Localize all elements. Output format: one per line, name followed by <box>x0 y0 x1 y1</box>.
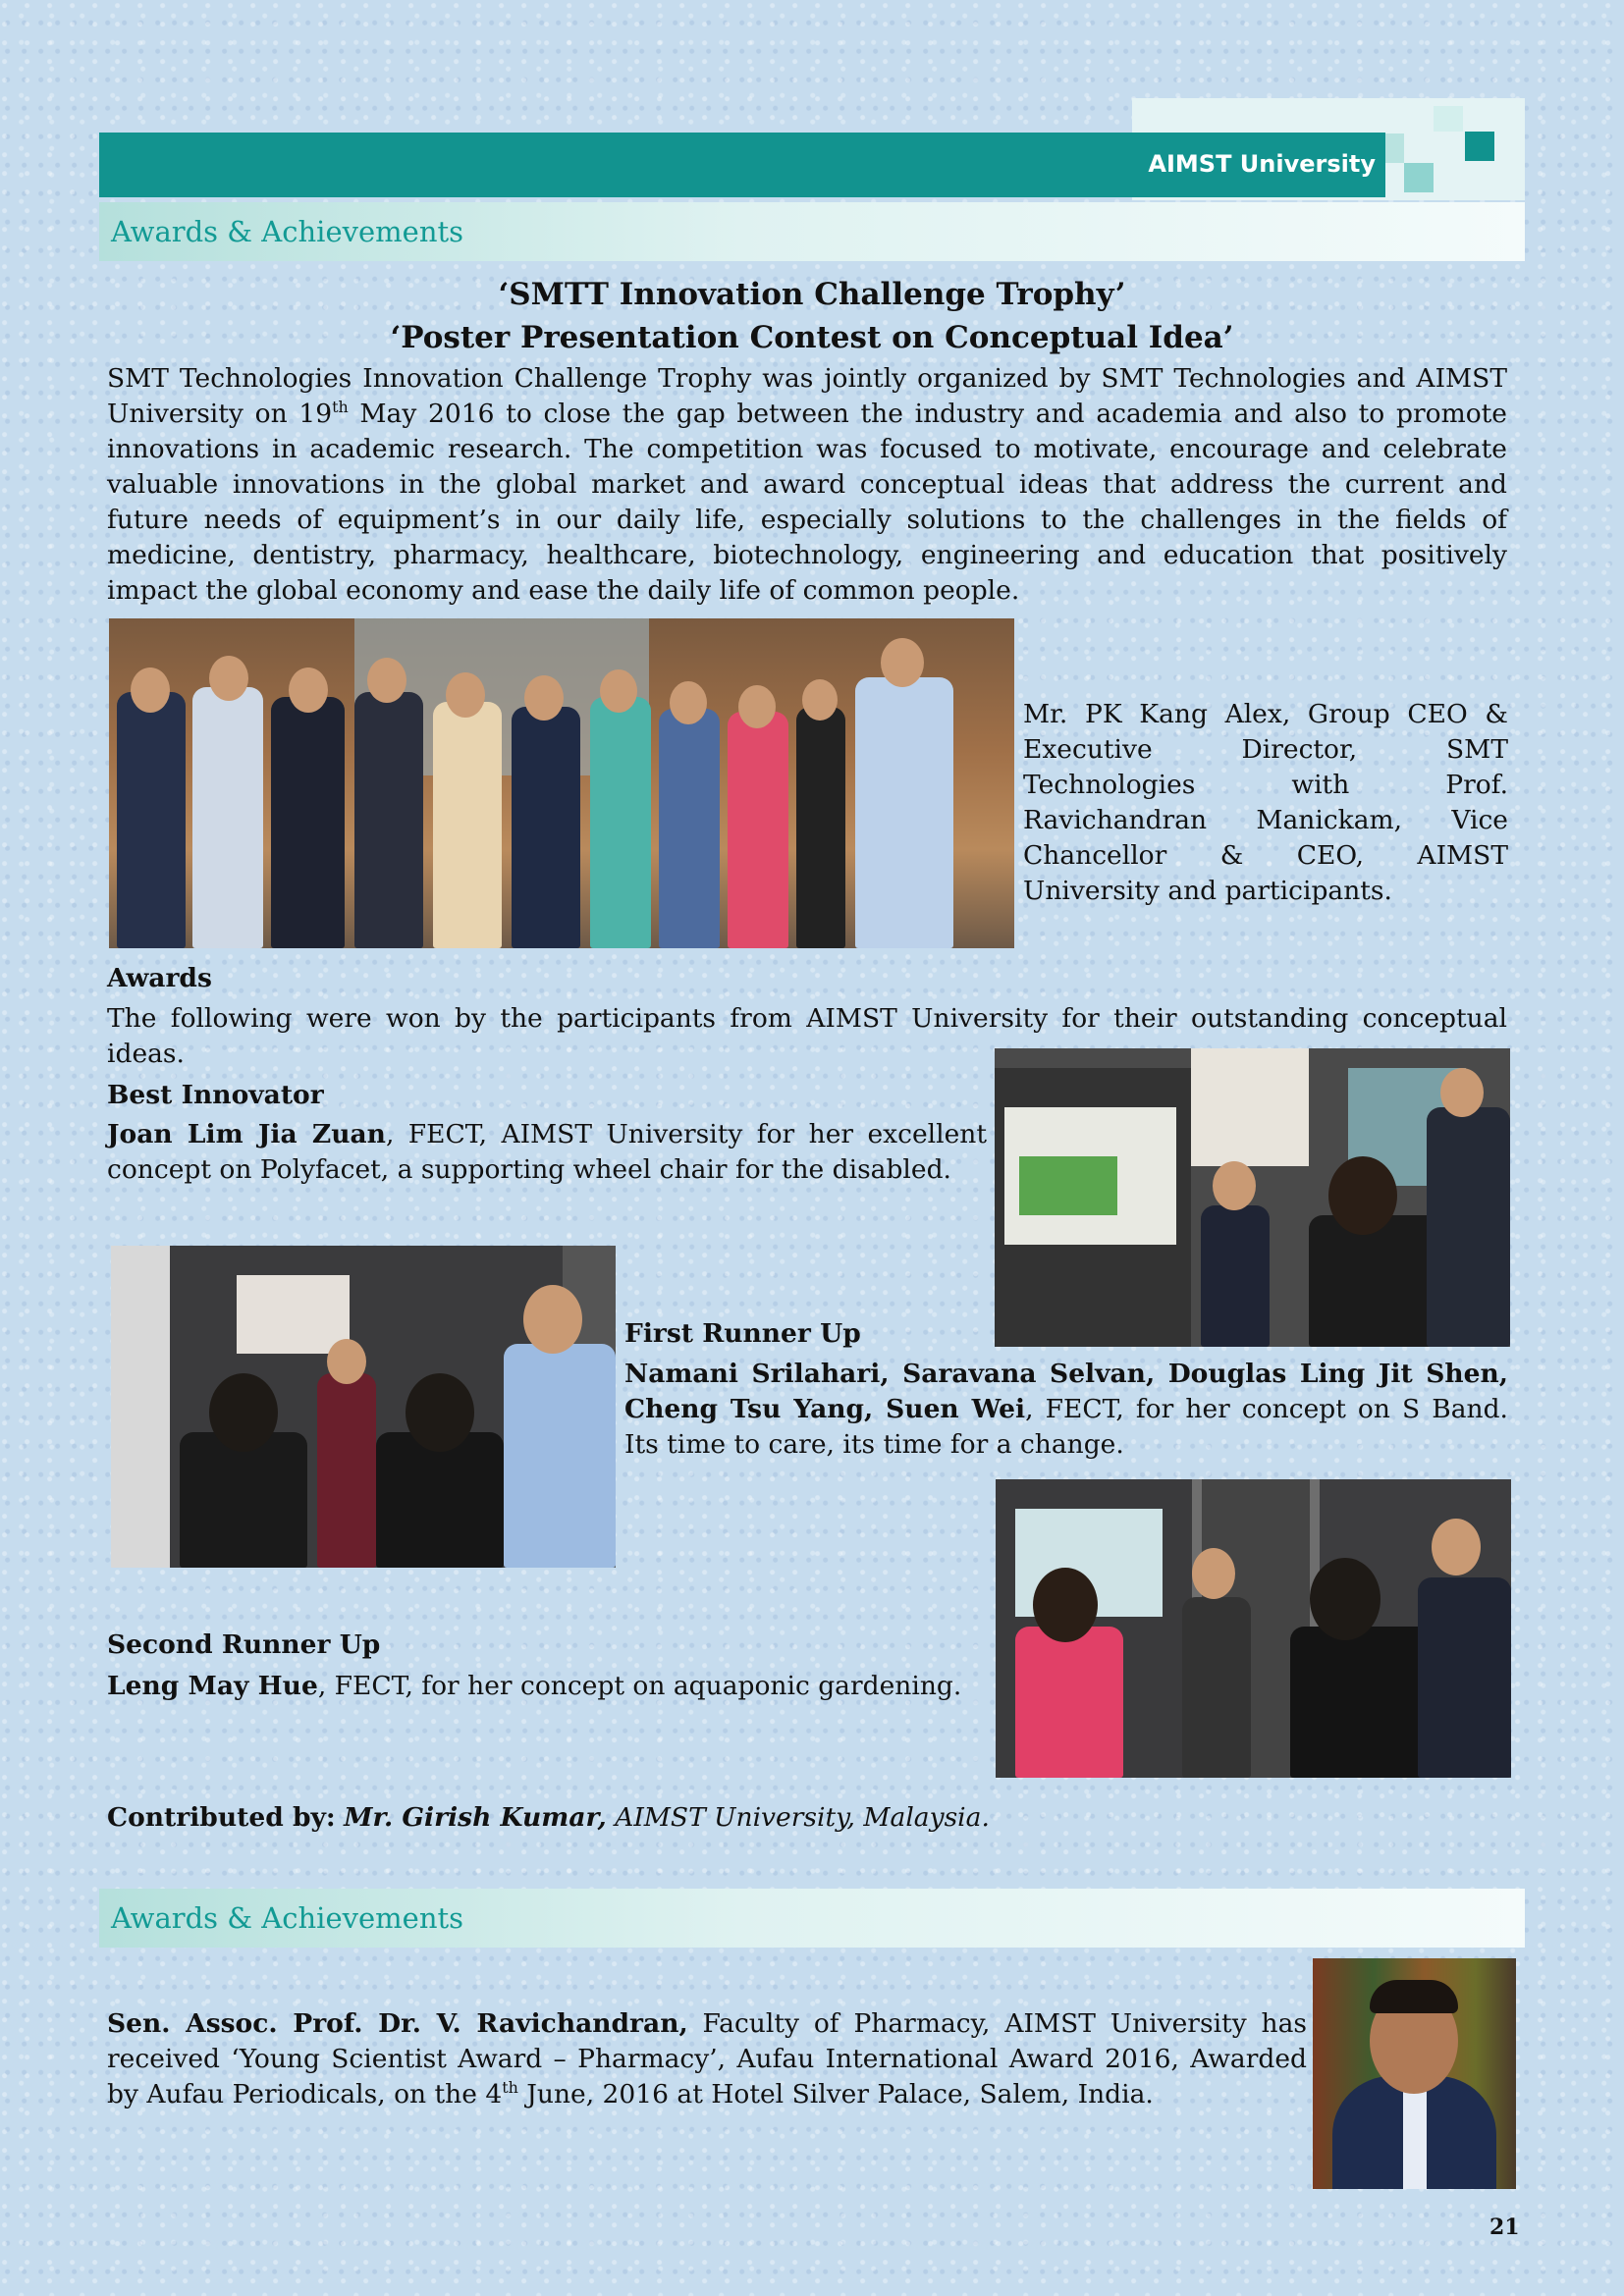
first-runner-up-photo <box>111 1246 616 1568</box>
header-squares <box>1375 106 1522 200</box>
best-innovator-photo <box>995 1048 1510 1347</box>
best-innovator-heading: Best Innovator <box>107 1080 324 1110</box>
awards-heading: Awards <box>107 963 212 993</box>
first-runner-up-heading: First Runner Up <box>624 1318 861 1349</box>
second-runner-up-heading: Second Runner Up <box>107 1629 381 1660</box>
second-runner-up-photo <box>996 1479 1511 1778</box>
page-number: 21 <box>1489 2215 1520 2240</box>
article-heading-1: ‘SMTT Innovation Challenge Trophy’ <box>498 277 1126 312</box>
second-runner-up-text: Leng May Hue, FECT, for her concept on aquaponic gardening. <box>107 1671 962 1701</box>
contributed-by: Contributed by: Mr. Girish Kumar, AIMST University, Malaysia. <box>107 1802 990 1833</box>
section-title: Awards & Achievements <box>111 215 464 248</box>
group-photo-caption: Mr. PK Kang Alex, Group CEO & Executive Director, SMT Technologies with Prof. Ravichandran Manickam, Vice Chancellor & CEO, AIMST University and participants. <box>1023 699 1508 906</box>
award-paragraph-2: Sen. Assoc. Prof. Dr. V. Ravichandran, Faculty of Pharmacy, AIMST University has received ‘Young Scientist Award – Pharmacy’, Aufau International Award 2016, Awarded by Aufau Periodicals, on the 4th June, 2016 at Hotel Silver Palace, Salem, India. <box>107 2008 1307 2109</box>
section-band <box>99 202 1525 261</box>
article-heading-2: ‘Poster Presentation Contest on Conceptual Idea’ <box>390 320 1234 355</box>
best-innovator-text: Joan Lim Jia Zuan, FECT, AIMST University for her excellent concept on Polyfacet, a supporting wheel chair for the disabled. <box>107 1119 987 1185</box>
portrait-photo <box>1313 1958 1516 2189</box>
group-photo <box>109 618 1014 948</box>
awards-intro: The following were won by the participants from AIMST University for their outstanding conceptual ideas. <box>107 1003 1507 1069</box>
first-runner-up-text: Namani Srilahari, Saravana Selvan, Douglas Ling Jit Shen, Cheng Tsu Yang, Suen Wei, FECT, for her concept on S Band. Its time to care, its time for a change. <box>624 1359 1508 1460</box>
intro-paragraph: SMT Technologies Innovation Challenge Trophy was jointly organized by SMT Technologies and AIMST University on 19th May 2016 to close the gap between the industry and academia and also to promote innovations in academic research. The competition was focused to motivate, encourage and celebrate valuable innovations in the global market and award conceptual ideas that address the current and future needs of equipment’s in our daily life, especially solutions to the challenges in the fields of medicine, dentistry, pharmacy, healthcare, biotechnology, engineering and education that positively impact the global economy and ease the daily life of common people. <box>107 363 1507 606</box>
section-title-2: Awards & Achievements <box>111 1901 464 1935</box>
header-university: AIMST University <box>1148 150 1376 178</box>
section-band-2 <box>99 1889 1525 1948</box>
